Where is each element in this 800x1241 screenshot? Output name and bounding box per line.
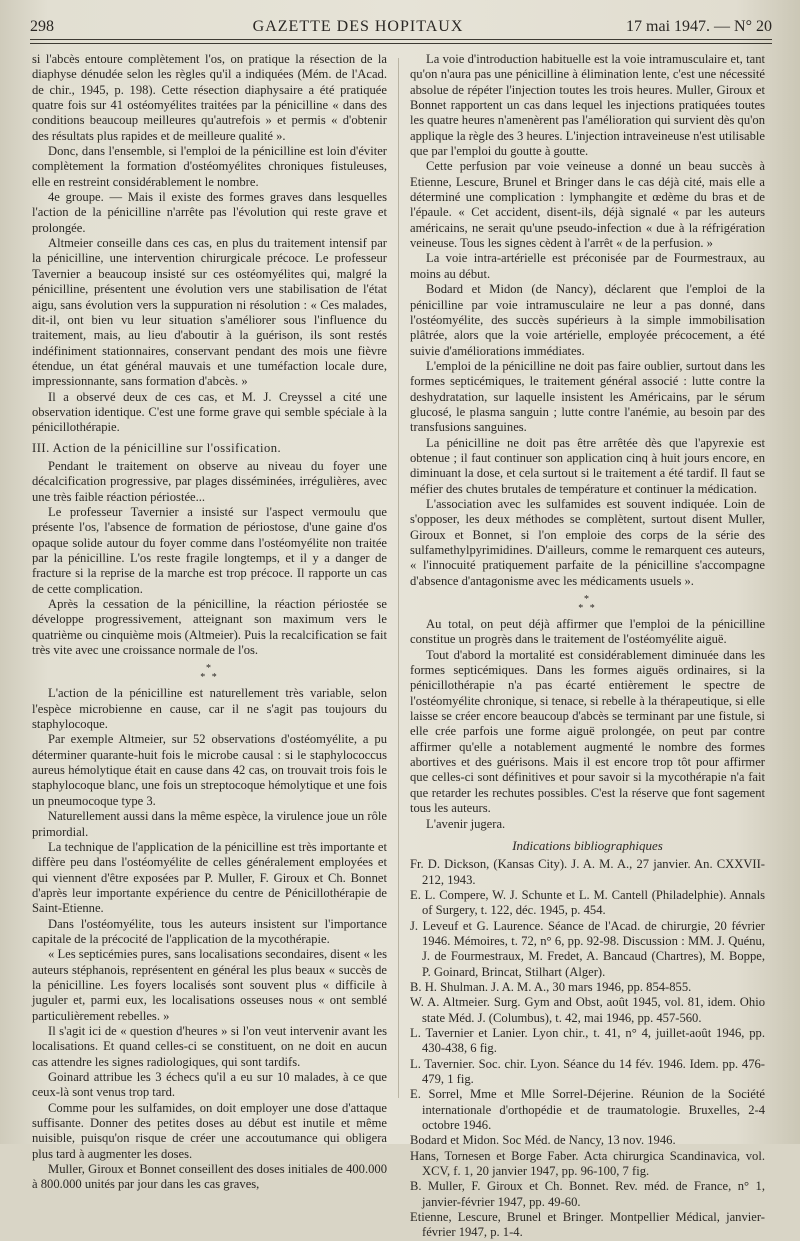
header-rule [30, 39, 772, 40]
bibliography-list [410, 857, 765, 1241]
page-number: 298 [30, 18, 54, 35]
paragraph: Pendant le traitement on observe au niveau du foyer une décalcification progressive, par plages disséminées, irrégulières, avec une très faible réaction périostée... [32, 458, 387, 504]
bibliography-entry: L. Tavernier. Soc. chir. Lyon. Séance du 14 fév. 1946. Idem. pp. 476-479, 1 fig. [410, 1056, 765, 1086]
paragraph: Naturellement aussi dans la même espèce, la virulence joue un rôle primordial. [32, 809, 387, 839]
bibliography-title: Indications bibliographiques [512, 837, 663, 853]
paragraph: La technique de l'application de la pénicilline est très importante et diffère peu dans l'ostéomyélite de celles généralement employées et qui viennent d'être exposées par P. Muller, F. Giroux et Ch. Bonnet d'après leur importante expérience du centre de Pénicillothérapie de Saint-Etienne. [32, 839, 387, 916]
paragraph: si l'abcès entoure complètement l'os, on pratique la résection de la diaphyse dénudée selon les règles qu'il a indiquées (Mém. de l'Acad. de chir., 1945, p. 198). Cette résection diaphysaire a été pratiquée quatre fois sur 41 ostéomyélites traitées par la pénicilline « dans des conditions beaucoup meilleures qu'autrefois » et permis « d'obtenir des résultats plus rapides et de meilleure qualité ». [32, 52, 387, 143]
left-column [32, 52, 387, 1192]
paragraph: Le professeur Tavernier a insisté sur l'aspect vermoulu que présente l'os, l'absence de formation de périostose, d'une gaine d'os opaque solide autour du foyer comme dans l'ostéomyélite non traitée par la pénicilline. L'os reste fragile longtemps, et il y a danger de fracture si la reprise de la marche est trop précoce. Il rapporte un cas de cette complication. [32, 504, 387, 596]
bibliography-entry: B. H. Shulman. J. A. M. A., 30 mars 1946, pp. 854-855. [410, 979, 692, 994]
paragraph: Après la cessation de la pénicilline, la réaction périostée se développe progressivement, atteignant son maximum vers le quatrième ou cinquième mois (Altmeier). Puis la recalcification se fait très vite avec une croissance normale de l'os. [32, 597, 387, 658]
paragraph: Donc, dans l'ensemble, si l'emploi de la pénicilline est loin d'éviter complètement la formation d'ostéomyélites chroniques fistuleuses, elle en restreint considérablement le nombre. [32, 144, 387, 189]
paragraph: Goinard attribue les 3 échecs qu'il a eu sur 10 malades, à ce que ceux-là sont venus trop tard. [32, 1070, 387, 1100]
paragraph: « Les septicémies pures, sans localisations secondaires, disent « les auteurs stéphanois, représentent en général les plus beaux « succès de la pénicilline. Les foyers localisés sont souvent plus « difficile à juguler et, parmi eux, les localisations osseuses nous « ont semblé particulièrement rebelles. » [32, 947, 387, 1023]
paragraph: Il a observé deux de ces cas, et M. J. Creyssel a cité une observation identique. C'est une forme grave qui semble spéciale à la pénicillothérapie. [32, 389, 387, 435]
column-divider [398, 58, 399, 1098]
bibliography-entry: E. L. Compere, W. J. Schunte et L. M. Cantell (Philadelphie). Annals of Surgery, t. 122, déc. 1945, p. 454. [410, 887, 765, 918]
bibliography-entry: Bodard et Midon. Soc Méd. de Nancy, 13 nov. 1946. [410, 1133, 676, 1148]
header-rule [30, 43, 772, 44]
bibliography-entry: E. Sorrel, Mme et Mlle Sorrel-Déjerine. Réunion de la Société internationale d'orthopédie et de traumatologie. Bruxelles, 2-4 octobre 1946. [410, 1087, 765, 1133]
paragraph: La voie intra-artérielle est préconisée par de Fourmestraux, au moins au début. [410, 251, 765, 281]
paragraph: L'association avec les sulfamides est souvent indiquée. Loin de s'opposer, les deux méthodes se complètent, surtout disent Muller, Giroux et Bonnet, si l'on emploie des corps de la série des sulfamethylpyrimidines. D'ailleurs, comme le remarquent ces auteurs, « l'innocuité pratiquement parfaite de la pénicilline s'accompagne d'absence d'antagonisme avec les médicaments usuels ». [410, 496, 765, 588]
paragraph: L'action de la pénicilline est naturellement très variable, selon l'espèce microbienne en cause, car il ne s'agit pas toujours du staphylocoque. [32, 686, 387, 732]
asterism: * * * [200, 663, 219, 684]
paragraph: Comme pour les sulfamides, on doit employer une dose d'attaque suffisante. Donner des petites doses au début est inutile et même nuisible, puisqu'on risque de créer une accoutumance qui obligera plus tard à augmenter les doses. [32, 1100, 387, 1161]
section-heading: III. Action de la pénicilline sur l'ossification. [32, 440, 282, 455]
page-header [30, 14, 772, 36]
paragraph: Bodard et Midon (de Nancy), déclarent que l'emploi de la pénicilline par voie intramusculaire ne leur a pas donné, dans l'ostéomyélite, des succès supérieurs à la simple immobilisation plâtrée, alors que la voie artérielle, employée précocement, a été suivie d'améliorations immédiates. [410, 282, 765, 358]
bibliography-entry: J. Leveuf et G. Laurence. Séance de l'Acad. de chirurgie, 20 février 1946. Mémoires, t. 72, n° 6, pp. 92-98. Discussion : MM. J. Quénu, J. de Fourmestraux, M. Fredet, A. Bancaud (Chartres), M. Boppe, P. Goinard, Brincat, Stilhart (Alger). [410, 918, 765, 979]
paragraph: La pénicilline ne doit pas être arrêtée dès que l'apyrexie est obtenue ; il faut continuer son application cinq à huit jours encore, en diminuant la dose, et cela surtout si le traitement a été tardif. Il faut se méfier des chutes brutales de température et continuer la médication. [410, 435, 765, 496]
paragraph: Tout d'abord la mortalité est considérablement diminuée dans les formes septicémiques. Dans les formes aiguës ordinaires, si la pénicillothérapie n'a pas écarté entièrement le spectre de l'ostéomyélite chronique, si tenace, si rebelle à la thérapeutique, si elle laisse se créer encore beaucoup d'abcès se terminant par une fistule, si elle crée parfois une forme aiguë prolongée, on peut par contre affirmer qu'elle a notablement augmenté le nombre des formes abortives et des guérisons. Mais il est encore trop tôt pour affirmer que celles-ci sont définitives et pour savoir si la mycothérapie n'a fait que retarder les rechutes possibles. C'est la réserve que font sagement tous les auteurs. [410, 647, 765, 816]
bibliography-entry: L. Tavernier et Lanier. Lyon chir., t. 41, n° 4, juillet-août 1946, pp. 430-438, 6 fig. [410, 1025, 765, 1056]
paragraph: Au total, on peut déjà affirmer que l'emploi de la pénicilline constitue un progrès dans le traitement de l'ostéomyélite aiguë. [410, 617, 765, 647]
paragraph: La voie d'introduction habituelle est la voie intramusculaire et, tant qu'on n'aura pas une pénicilline à élimination lente, c'est une nécessité absolue de répéter l'injection toutes les trois heures. Muller, Giroux et Bonnet rapportent un cas dans lequel les injections pratiquées toutes les quatre heures n'amenèrent pas l'amélioration qui survient dès qu'on applique la règle des 3 heures. L'injection intraveineuse n'est utilisable que par l'emploi du goutte à goutte. [410, 52, 765, 159]
bibliography-entry: B. Muller, F. Giroux et Ch. Bonnet. Rev. méd. de France, n° 1, janvier-février 1947, pp. 49-60. [410, 1179, 765, 1209]
paragraph: Muller, Giroux et Bonnet conseillent des doses initiales de 400.000 à 800.000 unités par jour dans les cas graves, [32, 1162, 387, 1192]
bibliography-entry: W. A. Altmeier. Surg. Gym and Obst, août 1945, vol. 81, idem. Ohio state Méd. J. (Columbus), t. 42, mai 1946, pp. 457-560. [410, 995, 765, 1025]
paragraph: Dans l'ostéomyélite, tous les auteurs insistent sur l'importance capitale de la précocité de l'application de la mycothérapie. [32, 916, 387, 946]
paragraph: L'emploi de la pénicilline ne doit pas faire oublier, surtout dans les formes septicémiques, le traitement général associé : lutte contre la deshydratation, sur laquelle insistent les Américains, par le sérum glucosé, le plasma sanguin ; lutte contre l'anémie, au besoin par des transfusions sanguines. [410, 358, 765, 435]
paragraph: 4e groupe. — Mais il existe des formes graves dans lesquelles l'action de la pénicilline n'arrête pas l'évolution qui reste grave et prolongée. [32, 190, 387, 235]
right-column [410, 52, 765, 1240]
paragraph: Cette perfusion par voie veineuse a donné un beau succès à Etienne, Lescure, Brunel et Bringer dans le cas déjà cité, mais elle a déterminé une complication : lymphangite et œdème du bras et de l'épaule. « Cet accident, disent-ils, déjà signalé « par les auteurs américains, ne serait qu'une pseudo-infection « due à la réfrigération veineuse. Tous les signes cèdent à l'arrêt « de la perfusion. » [410, 159, 765, 251]
bibliography-entry: Hans, Tornesen et Borge Faber. Acta chirurgica Scandinavica, vol. XCV, f. 1, 20 janvier 1947, pp. 96-100, 7 fig. [410, 1148, 765, 1179]
issue-date: 17 mai 1947. — N° 20 [626, 18, 772, 35]
bibliography-entry: Etienne, Lescure, Brunel et Bringer. Montpellier Médical, janvier-février 1947, p. 1-4. [410, 1210, 765, 1240]
paragraph: L'avenir jugera. [426, 816, 506, 831]
bibliography-entry: Fr. D. Dickson, (Kansas City). J. A. M. A., 27 janvier. An. CXXVII-212, 1943. [410, 857, 765, 887]
paragraph: Il s'agit ici de « question d'heures » si l'on veut intervenir avant les localisations. Et quand celles-ci se constituent, on ne doit en aucun cas attendre les signes radiologiques, qui sont tardifs. [32, 1023, 387, 1069]
paragraph: Par exemple Altmeier, sur 52 observations d'ostéomyélite, a pu déterminer quarante-huit fois le microbe causal : si le staphylococcus aureus hémolytique était en cause dans 42 cas, on trouvait trois fois le staphylocoque blanc, une fois un streptocoque hémolytique et une fois un pneumocoque type 3. [32, 732, 387, 808]
asterism: * * * [578, 594, 597, 615]
journal-title: GAZETTE DES HOPITAUX [252, 18, 464, 35]
paragraph: Altmeier conseille dans ces cas, en plus du traitement intensif par la pénicilline, une intervention chirurgicale précoce. Le professeur Tavernier a beaucoup insisté sur ces ostéomyélites qui, malgré la pénicilline, présentent une évolution vers une stabilisation de l'état aigu, sans évolution vers la suppuration ni résolution : « Ces malades, dit-il, ont bien vu leur situation s'améliorer sous l'influence du traitement, mais, au lieu d'aboutir à la guérison, ils sont restés indéfiniment stationnaires, conservant pendant des mois une fièvre étendue, un état général mauvais et une tuméfaction locale dure, impressionnante, sans formation d'abcès. » [32, 236, 387, 389]
